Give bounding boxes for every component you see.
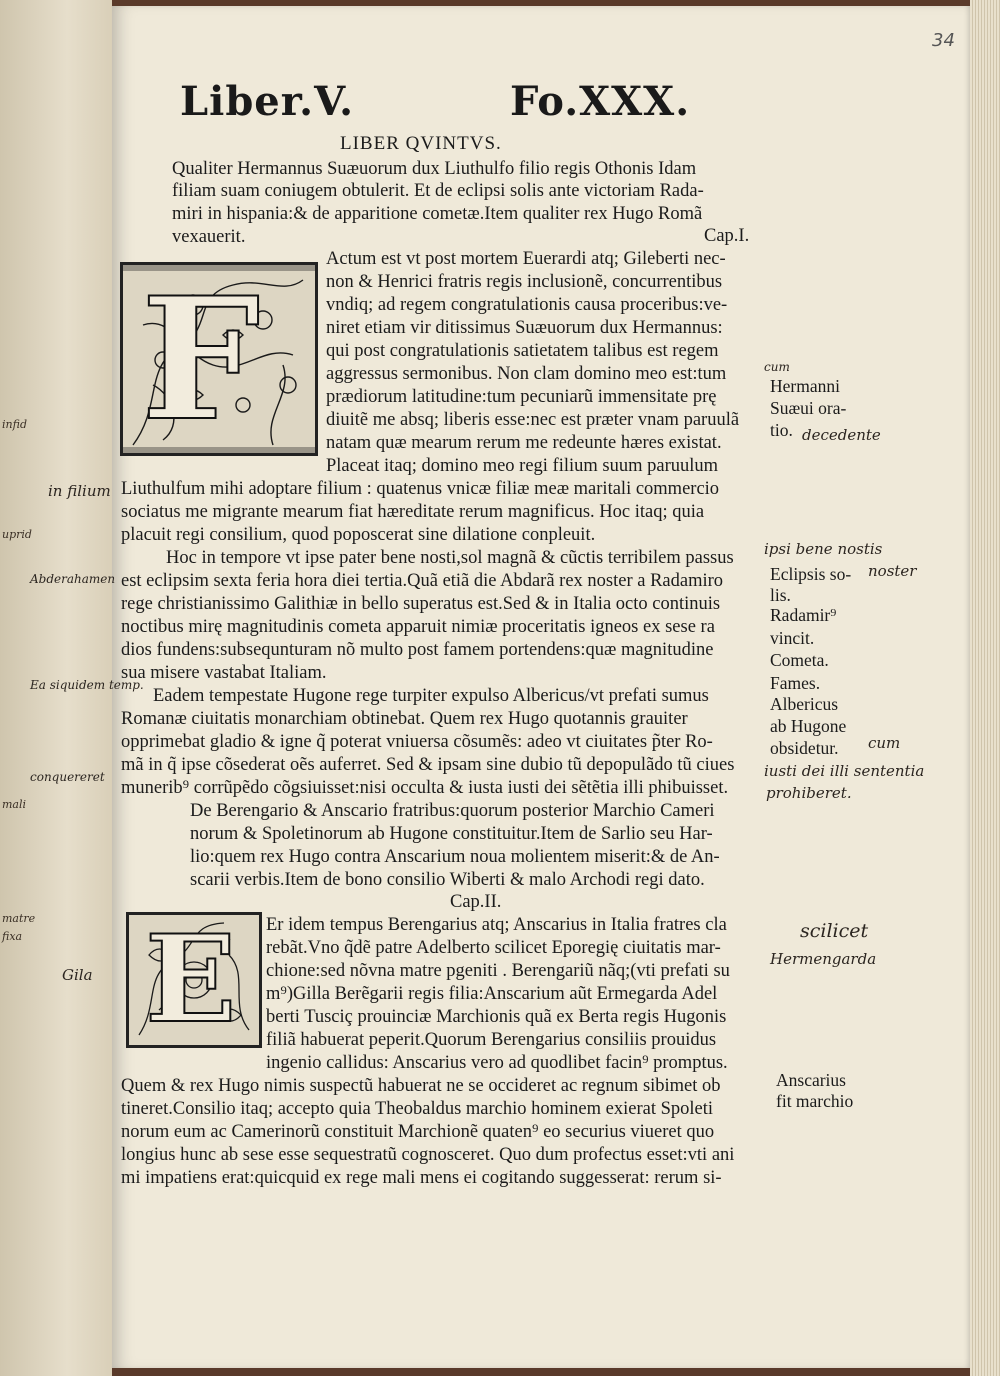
handwritten-note: Gila (62, 966, 93, 984)
summary-line: De Berengario & Anscario fratribus:quorum posterior Marchio Cameri (190, 801, 715, 821)
body-line: Hoc in tempore vt ipse pater bene nosti,sol magnã & cũctis terribilem passus (166, 548, 734, 568)
body-line: Romanæ ciuitatis monarchiam obtinebat. Quem rex Hugo quotannis grauiter (121, 709, 688, 729)
margin-note: Eclipsis so- (770, 564, 852, 584)
margin-note: lis. (770, 585, 791, 605)
decorated-initial (120, 262, 318, 456)
margin-note: Suæui ora- (770, 398, 847, 418)
facing-page-note: matre (2, 912, 36, 925)
facing-page-note: mali (2, 798, 27, 811)
decorated-initial (126, 912, 262, 1048)
handwritten-note: Abderahamen (30, 572, 116, 586)
body-line: niret etiam vir ditissimus Suæuorum dux Hermannus: (326, 318, 723, 338)
body-line: chione:sed nõvna matre pgeniti . Berengariũ nãq;(vti prefati su (266, 961, 730, 981)
body-line: opprimebat gladio & igne q̃ poterat vniuersa cõsumẽs: adeo vt ciuitates p̃ter Ro- (121, 732, 713, 752)
summary-line: norum & Spoletinorum ab Hugone constituitur.Item de Sarlio seu Har- (190, 824, 713, 844)
body-line: munerib⁹ corrũpẽdo cõgsiuisset:nisi occulta & iusta iusti dei sẽtẽtia illi phibuisset. (121, 778, 729, 798)
body-line: Er idem tempus Berengarius atq; Anscarius in Italia fratres cla (266, 915, 727, 935)
body-line: rege christianissimo Galithiæ in bello superatus est.Sed & in Italia octo continuis (121, 594, 721, 614)
handwritten-note: Ea siquidem temp. (30, 678, 144, 692)
folio-number: 34 (932, 30, 955, 51)
body-line: Quem & rex Hugo nimis suspectũ habuerat ne se occideret ac regnum sibimet ob (121, 1076, 721, 1096)
handwritten-note: cum (764, 360, 790, 374)
body-line: Liuthulfum mihi adoptare filium : quatenus vnicæ filiæ meæ maritali commercio (121, 479, 720, 499)
initial-letter: F (141, 262, 261, 456)
summary-line: filiam suam coniugem obtulerit. Et de eclipsi solis ante victoriam Rada- (172, 181, 704, 201)
body-line: sua misere vastabat Italiam. (121, 663, 327, 683)
body-line: non & Henrici fratris regis inclusionẽ, concurrentibus (326, 272, 723, 292)
body-line: mi impatiens erat:quicquid ex rege mali mens ei cogitando suggesserat: rerum si- (121, 1168, 722, 1188)
handwritten-note: Hermengarda (770, 950, 877, 968)
margin-note: Cometa. (770, 650, 829, 670)
body-line: vndiq; ad regem congratulationis causa proceribus:ve- (326, 295, 728, 315)
margin-note: obsidetur. (770, 738, 839, 758)
summary-line: vexauerit. (172, 227, 246, 247)
handwritten-note: scilicet (800, 920, 869, 942)
summary-line: scarii verbis.Item de bono consilio Wiberti & malo Archodi regi dato. (190, 870, 705, 890)
handwritten-note: decedente (802, 426, 881, 444)
body-line: longius hunc ab sese esse sequestratũ cognosceret. Quo dum profectus esset:vti ani (121, 1145, 735, 1165)
margin-note: tio. (770, 420, 793, 440)
body-line: mã in q̃ ipse cõsederat oẽs auferret. Sed & ipsam sine dubio tũ depopulãdo tũ ciues (121, 755, 735, 775)
handwritten-note: conquereret (30, 770, 105, 784)
margin-note: Albericus (770, 694, 839, 714)
body-line: natam quæ mearum rerum me redeunte hæres existat. (326, 433, 722, 453)
body-line: ingenio callidus: Anscarius vero ad quodlibet facin⁹ promptus. (266, 1053, 728, 1073)
summary-line: Qualiter Hermannus Suæuorum dux Liuthulfo filio regis Othonis Idam (172, 159, 697, 179)
handwritten-note: in filium (48, 482, 111, 500)
margin-note: fit marchio (776, 1091, 854, 1111)
body-line: Actum est vt post mortem Euerardi atq; Gileberti nec- (326, 249, 726, 269)
margin-note: Hermanni (770, 376, 840, 396)
body-line: norum eum ac Camerinorũ constituit Marchionẽ quaten⁹ eo securius viueret quo (121, 1122, 715, 1142)
body-line: tineret.Consilio itaq; accepto quia Theobaldus marchio hominem exierat Spoleti (121, 1099, 714, 1119)
body-line: berti Tusciç prouinciæ Marchionis quã ex Berta regis Hugonis (266, 1007, 727, 1027)
chapter-label: Cap.II. (450, 892, 502, 912)
margin-note: Anscarius (776, 1070, 846, 1090)
margin-note: Fames. (770, 673, 821, 693)
facing-page-note: uprid (2, 528, 32, 541)
body-line: noctibus mirę magnitudinis cometa apparuit nimiæ proceritatis igneos ex sese ra (121, 617, 715, 637)
body-line: rebãt.Vno q̃dẽ patre Adelberto scilicet Eporegię ciuitatis mar- (266, 938, 721, 958)
handwritten-note: ipsi bene nostis (764, 540, 883, 558)
margin-note: ab Hugone (770, 716, 847, 736)
body-line: m⁹)Gilla Berẽgarii regis filia:Anscarium aũt Ermegarda Adel (266, 984, 718, 1004)
page-edge (970, 0, 1000, 1376)
chapter-label: Cap.I. (704, 226, 750, 246)
body-line: Eadem tempestate Hugone rege turpiter expulso Albericus/vt prefati sumus (153, 686, 709, 706)
handwritten-note: noster (868, 562, 917, 580)
body-line: prædiorum latitudine:tum pecuniarũ immensitate prę (326, 387, 717, 407)
running-head-left: Liber.V. (180, 78, 355, 125)
body-line: filiã habuerat peperit.Quorum Berengarius consiliis prouidus (266, 1030, 717, 1050)
handwritten-note: cum (868, 734, 901, 752)
body-line: est eclipsim sexta feria hora diei tertia.Quã etiã die Abdarã rex noster a Radamiro (121, 571, 724, 591)
running-head-right: Fo.XXX. (510, 78, 691, 125)
body-line: diuitẽ me absq; liberis esse:nec est præter vnam paruulã (326, 410, 740, 430)
facing-page-note: fixa (2, 930, 23, 943)
summary-line: miri in hispania:& de apparitione cometæ.Item qualiter rex Hugo Romã (172, 204, 703, 224)
handwritten-note: iusti dei illi sententia (764, 762, 925, 780)
handwritten-note: prohiberet. (766, 784, 852, 802)
margin-note: Radamir⁹ (770, 605, 837, 625)
body-line: sociatus me migrante mearum fiat hæreditate rerum magnificus. Hoc itaq; quia (121, 502, 705, 522)
body-line: qui post congratulationis satietatem talibus est regem (326, 341, 719, 361)
book-title: LIBER QVINTVS. (340, 133, 502, 154)
initial-letter: E (145, 912, 237, 1048)
body-line: Placeat itaq; domino meo regi filium suum paruulum (326, 456, 719, 476)
facing-page-note: infid (2, 418, 27, 431)
margin-note: vincit. (770, 628, 815, 648)
body-line: aggressus sermonibus. Non clam domino meo est:tum (326, 364, 727, 384)
summary-line: lio:quem rex Hugo contra Anscarium noua molientem miserit:& de An- (190, 847, 720, 867)
body-line: placuit regi consilium, quod poposcerat sine dilatione conpleuit. (121, 525, 596, 545)
body-line: dios fundens:subsequnturam nõ multo post famem portendens:quæ magnitudine (121, 640, 714, 660)
